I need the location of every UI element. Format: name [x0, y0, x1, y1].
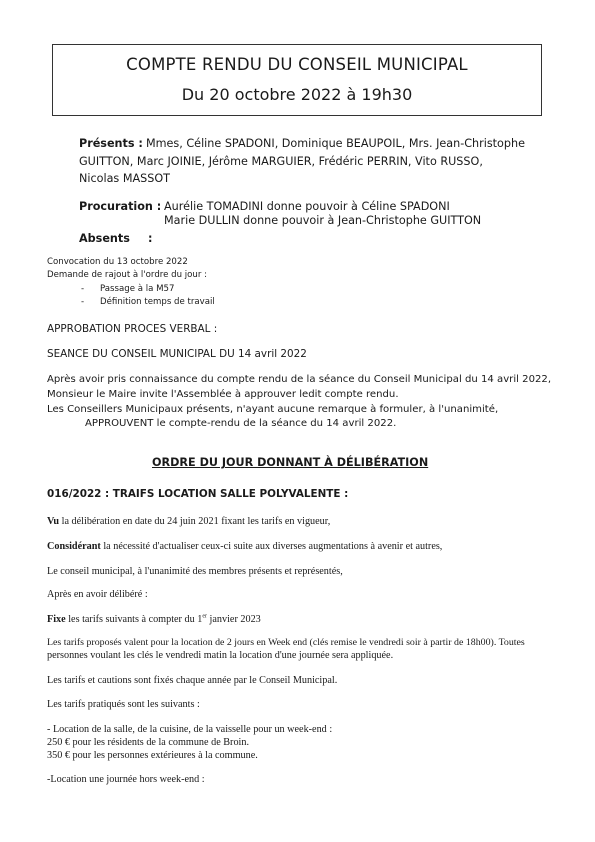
tarifs-line-2: personnes voulant les clés le vendredi matin la location d'une journée sera appliquée. [47, 650, 394, 661]
considerant-paragraph [47, 541, 442, 552]
convocation-line: Convocation du 13 octobre 2022 [47, 257, 188, 267]
rajout-item-1: Passage à la M57 [100, 284, 175, 294]
rajout-line: Demande de rajout à l'ordre du jour : [47, 270, 208, 280]
procuration-label: Procuration : [79, 200, 162, 213]
fixe-superscript: er [202, 613, 207, 620]
vu-word: Vu [47, 516, 60, 527]
approbation-paragraph-4-rest: le compte-rendu de la séance du 14 avril 2022. [156, 418, 397, 429]
seance-title: SEANCE DU CONSEIL MUNICIPAL DU 14 avril 2022 [47, 348, 307, 360]
pratiques-paragraph: Les tarifs pratiqués sont les suivants : [47, 699, 200, 710]
presents-line-1: Mmes, Céline SPADONI, Dominique BEAUPOIL, Mrs. Jean-Christophe [146, 137, 525, 150]
procuration-line-2: Marie DULLIN donne pouvoir à Jean-Christophe GUITTON [164, 214, 482, 227]
price-exterieurs: 350 € pour les personnes extérieures à la commune. [47, 750, 258, 761]
approbation-title: APPROBATION PROCES VERBAL : [47, 323, 218, 335]
fixe-word: Fixe [47, 614, 66, 625]
approbation-paragraph-1: Après avoir pris connaissance du compte rendu de la séance du Conseil Municipal du 14 avril 2022, [47, 374, 552, 385]
list-bullet: - [81, 284, 85, 294]
price-residents: 250 € pour les résidents de la commune de Broin. [47, 737, 250, 748]
absents-colon: : [148, 232, 153, 245]
conseil-paragraph: Le conseil municipal, à l'unanimité des membres présents et représentés, [47, 566, 343, 577]
vu-paragraph [47, 516, 330, 527]
presents-line-3: Nicolas MASSOT [79, 172, 170, 185]
considerant-word: Considérant [47, 541, 101, 552]
approuvent-word: APPROUVENT [85, 418, 154, 429]
procuration-line-1: Aurélie TOMADINI donne pouvoir à Céline SPADONI [164, 200, 450, 213]
agenda-item-title: 016/2022 : TRAIFS LOCATION SALLE POLYVALENTE : [47, 488, 349, 500]
meeting-date: Du 20 octobre 2022 à 19h30 [181, 85, 413, 104]
absents-label: Absents [79, 232, 130, 245]
fixe-end: janvier 2023 [209, 614, 261, 625]
location-journee: -Location une journée hors week-end : [47, 774, 205, 785]
fixe-paragraph [47, 614, 261, 625]
location-weekend: - Location de la salle, de la cuisine, de la vaisselle pour un week-end : [47, 724, 333, 735]
rajout-item-2: Définition temps de travail [100, 297, 215, 307]
vu-text: la délibération en date du 24 juin 2021 fixant les tarifs en vigueur, [61, 516, 331, 527]
presents-label: Présents : [79, 137, 143, 150]
considerant-text: la nécessité d'actualiser ceux-ci suite aux diverses augmentations à avenir et autres, [103, 541, 443, 552]
approbation-paragraph-2: Monsieur le Maire invite l'Assemblée à approuver ledit compte rendu. [47, 389, 399, 400]
title-box [52, 44, 542, 116]
approbation-paragraph-3: Les Conseillers Municipaux présents, n'ayant aucune remarque à formuler, à l'unanimité, [47, 404, 499, 415]
approbation-paragraph-4 [85, 418, 396, 429]
cautions-paragraph: Les tarifs et cautions sont fixés chaque année par le Conseil Municipal. [47, 675, 338, 686]
document-title: COMPTE RENDU DU CONSEIL MUNICIPAL [126, 55, 468, 74]
presents-line-2: GUITTON, Marc JOINIE, Jérôme MARGUIER, Frédéric PERRIN, Vito RUSSO, [79, 155, 483, 168]
ordre-du-jour-title: ORDRE DU JOUR DONNANT À DÉLIBÉRATION [152, 456, 429, 469]
fixe-text: les tarifs suivants à compter du 1 [68, 614, 203, 625]
tarifs-line-1: Les tarifs proposés valent pour la location de 2 jours en Week end (clés remise le vendredi soir à partir de 18h00). Toutes [47, 637, 525, 648]
apres-paragraph: Après en avoir délibéré : [47, 589, 148, 600]
list-bullet: - [81, 297, 85, 307]
